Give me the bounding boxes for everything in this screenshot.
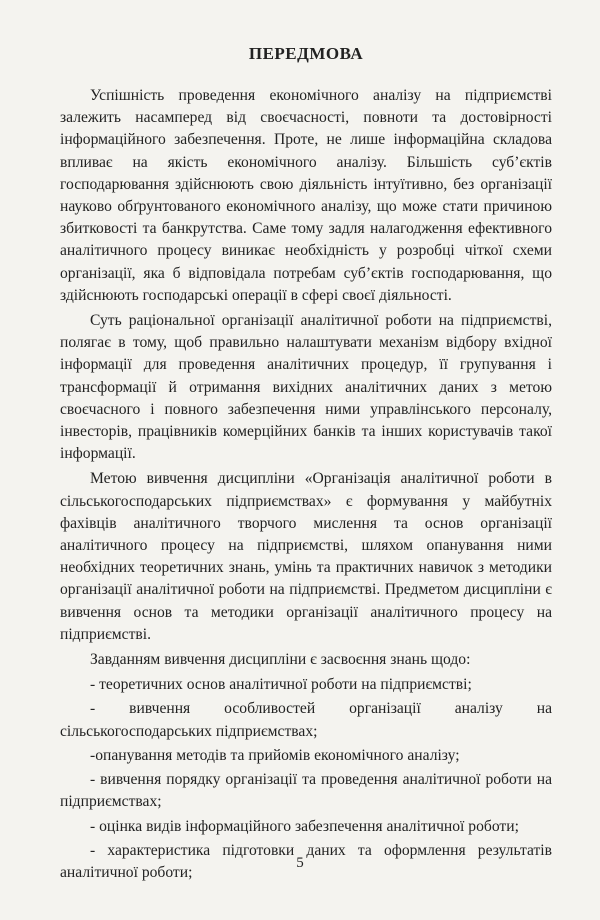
list-item: -опанування методів та прийомів економічного аналізу; xyxy=(90,746,460,764)
list-item: - теоретичних основ аналітичної роботи на підприємстві; xyxy=(90,676,472,694)
task-list xyxy=(60,674,552,884)
list-intro: Завданням вивчення дисципліни є засвоєння знань щодо: xyxy=(90,651,471,669)
list-item: - оцінка видів інформаційного забезпечення аналітичної роботи; xyxy=(90,817,519,835)
page-number: 5 xyxy=(296,855,304,871)
list-item: - вивчення порядку організації та проведення аналітичної роботи на підприємствах; xyxy=(60,771,552,811)
page-title: ПЕРЕДМОВА xyxy=(248,44,364,63)
list-item: - вивчення особливостей організації аналізу на сільськогосподарських підприємствах; xyxy=(60,700,552,740)
paragraph-course-goal: Метою вивчення дисципліни «Організація аналітичної роботи в сільськогосподарських підприємствах» є формування у майбутніх фахівців аналітичного творчого мислення та основ організації аналітичного процесу на підприємстві, шляхом опанування ними необхідних теоретичних знань, умінь та практичних навичок з методики організації аналітичної роботи на підприємстві. Предметом дисципліни є вивчення основ та методики організації аналітичного процесу на підприємстві. xyxy=(60,470,552,643)
list-item: - характеристика підготовки даних та оформлення результатів аналітичної роботи; xyxy=(60,841,552,881)
paragraph-success-of-analysis: Успішність проведення економічного аналізу на підприємстві залежить насамперед від своєчасності, повноти та достовірності інформаційного забезпечення. Проте, не лише інформаційна складова впливає на якість економічного аналізу. Більшість суб’єктів господарювання здійснюють свою діяльність інтуїтивно, без організації науково обґрунтованого економічного аналізу, що може стати причиною збитковості та банкрутства. Саме тому задля налагодження ефективного аналітичного процесу виникає необхідність у розробці чіткої схеми організації, яка б відповідала потребам суб’єктів господарювання, що здійснюють господарські операції в сфері своєї діяльності. xyxy=(60,87,552,304)
paragraph-essence-of-organization: Суть раціональної організації аналітичної роботи на підприємстві, полягає в тому, щоб правильно налаштувати механізм відбору вхідної інформації для проведення аналітичних процедур, її групування і трансформації й отримання вихідних аналітичних даних з метою своєчасного і повного забезпечення ними управлінського персоналу, інвесторів, працівників комерційних банків та інших користувачів такої інформації. xyxy=(60,312,552,463)
